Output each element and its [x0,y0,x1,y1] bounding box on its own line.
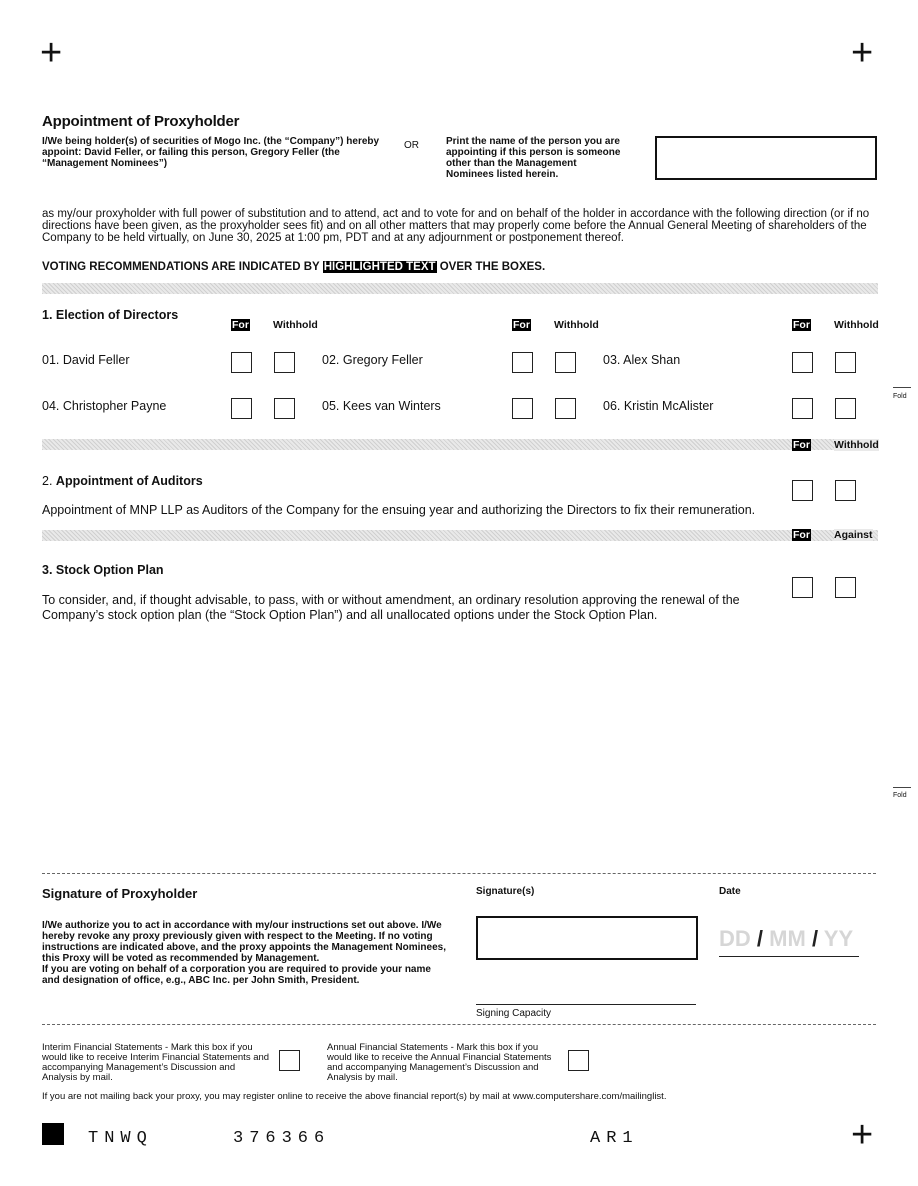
auditors-text: Appointment of MNP LLP as Auditors of the Company for the ensuing year and authorizing the Directors to fix their remuneration. [42,503,756,517]
section-divider [42,530,878,541]
print-name-instructions: Print the name of the person you are appointing if this person is someone other than the Management Nominees listed herein. [446,136,621,180]
director-4-withhold-checkbox[interactable] [274,398,295,419]
signature-text-1: I/We authorize you to act in accordance with my/our instructions set out above. I/We hereby revoke any proxy previously given with respect to the Meeting. If no voting instructions are indicated above, and the proxy appoints the Management Nominees, this Proxy will be voted as recommended by Management. [42,920,446,964]
for-column-header: For [793,439,810,451]
proxy-authority-text: as my/our proxyholder with full power of substitution and to attend, act and to vote for and on behalf of the holder in accordance with the following direction (or if no directions have been given, as the proxyholder sees fit) and on all other matters that may properly come before the Annual General Meeting of shareholders of the Company to be held virtually, on June 30, 2025 at 1:00 pm, PDT and at any adjournment or postponement thereof. [42,208,870,244]
signature-text-2: If you are voting on behalf of a corporation you are required to provide your name and designation of office, e.g., ABC Inc. per John Smith, President. [42,964,431,986]
date-separator: / [811,926,819,951]
section-divider [42,873,876,874]
for-column-header: For [793,529,810,541]
for-column-header: For [793,319,810,331]
auditors-withhold-checkbox[interactable] [835,480,856,501]
director-3-for-checkbox[interactable] [792,352,813,373]
director-name: 03. Alex Shan [603,353,681,367]
against-column-header: Against [834,529,873,541]
auditors-title [42,474,203,489]
date-input[interactable] [719,926,859,957]
signature-title: Signature of Proxyholder [42,886,198,901]
director-name: 01. David Feller [42,353,130,367]
director-6-withhold-checkbox[interactable] [835,398,856,419]
date-day-placeholder: DD [719,926,751,951]
voting-recommendation-note [42,261,545,273]
withhold-column-header: Withhold [834,319,879,331]
director-4-for-checkbox[interactable] [231,398,252,419]
withhold-column-header: Withhold [273,319,318,331]
director-5-withhold-checkbox[interactable] [555,398,576,419]
director-1-withhold-checkbox[interactable] [274,352,295,373]
proxyholder-name-input[interactable] [655,136,877,180]
interim-financials-checkbox[interactable] [279,1050,300,1071]
appointment-intro: I/We being holder(s) of securities of Mogo Inc. (the “Company”) hereby appoint: David Feller, or failing this person, Gregory Feller (the “Management Nominees”) [42,136,380,169]
form-type: AR1 [590,1129,639,1148]
date-label: Date [719,886,741,897]
stock-option-text: To consider, and, if thought advisable, to pass, with or without amendment, an ordinary resolution approving the renewal of the Company’s stock option plan (the “Stock Option Plan”) and all unallocated options under the Stock Option Plan. [42,593,740,622]
registration-mark: + [851,1114,874,1156]
director-name: 04. Christopher Payne [42,399,167,413]
stock-option-title: 3. Stock Option Plan [42,563,164,577]
annual-financials-text: Annual Financial Statements - Mark this box if you would like to receive the Annual Financial Statements and accompanying Management’s Discussion and Analysis by mail. [327,1042,552,1083]
section-divider [42,1024,876,1025]
for-column-header: For [232,319,249,331]
director-name: 06. Kristin McAlister [603,399,714,413]
date-month-placeholder: MM [769,926,806,951]
for-column-header: For [513,319,530,331]
voting-highlight: HIGHLIGHTED TEXT [323,261,436,273]
director-1-for-checkbox[interactable] [231,352,252,373]
director-2-withhold-checkbox[interactable] [555,352,576,373]
fold-label: Fold [893,792,907,799]
fold-line [893,787,911,788]
interim-financials-text: Interim Financial Statements - Mark this box if you would like to receive Interim Financial Statements and accompanying Management’s Discussion and Analysis by mail. [42,1042,270,1083]
fold-line [893,387,911,388]
director-2-for-checkbox[interactable] [512,352,533,373]
date-year-placeholder: YY [823,926,854,951]
registration-mark: + [40,32,63,74]
signing-capacity-label: Signing Capacity [476,1008,552,1019]
voting-prefix: VOTING RECOMMENDATIONS ARE INDICATED BY [42,261,320,273]
stock-option-for-checkbox[interactable] [792,577,813,598]
section-divider [42,439,878,450]
director-5-for-checkbox[interactable] [512,398,533,419]
date-separator: / [756,926,764,951]
section-divider [42,283,878,294]
auditors-heading: Appointment of Auditors [55,474,203,488]
mailing-list-text: If you are not mailing back your proxy, you may register online to receive the above financial report(s) by mail at www.computershare.com/mailinglist. [42,1091,667,1102]
signatures-label: Signature(s) [476,886,535,897]
auditors-for-checkbox[interactable] [792,480,813,501]
election-title: 1. Election of Directors [42,308,179,322]
or-label: OR [404,140,419,151]
form-number: 376366 [233,1129,331,1148]
annual-financials-checkbox[interactable] [568,1050,589,1071]
voting-suffix: OVER THE BOXES. [439,261,546,273]
signing-capacity-line[interactable] [476,1004,696,1005]
withhold-column-header: Withhold [834,439,879,451]
director-6-for-checkbox[interactable] [792,398,813,419]
signature-authorization-text [42,920,450,986]
registration-square [42,1123,64,1145]
director-name: 02. Gregory Feller [322,353,423,367]
signature-input[interactable] [476,916,698,960]
director-3-withhold-checkbox[interactable] [835,352,856,373]
page-title: Appointment of Proxyholder [42,113,240,130]
director-name: 05. Kees van Winters [322,399,441,413]
auditors-number: 2. [42,474,53,488]
stock-option-against-checkbox[interactable] [835,577,856,598]
fold-label: Fold [893,393,907,400]
registration-mark: + [851,32,874,74]
form-code: TNWQ [88,1129,153,1148]
withhold-column-header: Withhold [554,319,599,331]
